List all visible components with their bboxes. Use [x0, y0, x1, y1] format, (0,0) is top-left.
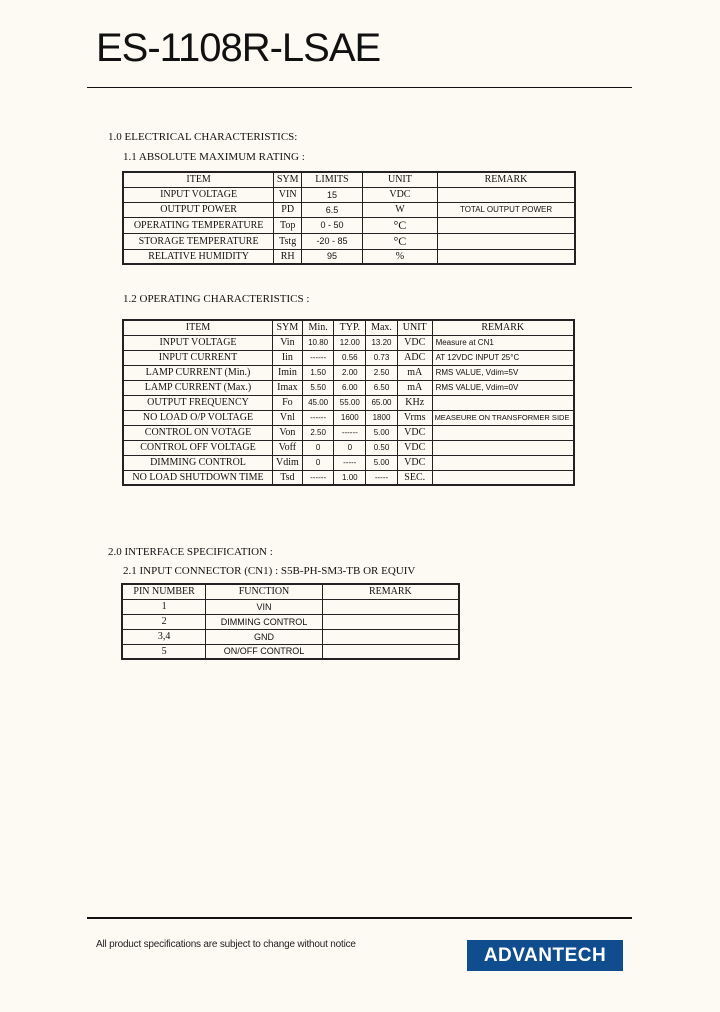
cell-sym: Von: [272, 425, 302, 440]
table-header-row: [123, 320, 574, 335]
cell-sym: Tsd: [272, 470, 302, 485]
cell-min: ------: [302, 470, 334, 485]
cell-typ: 12.00: [334, 335, 366, 350]
cell-unit: VDC: [397, 335, 432, 350]
cell-item: RELATIVE HUMIDITY: [123, 249, 274, 264]
cell-unit: KHz: [397, 395, 432, 410]
cell-unit: ADC: [397, 350, 432, 365]
cell-typ: 0: [334, 440, 366, 455]
section-heading-interface: 2.0 INTERFACE SPECIFICATION :: [108, 546, 273, 558]
cell-typ: ------: [334, 425, 366, 440]
cell-item: CONTROL OFF VOLTAGE: [123, 440, 272, 455]
table-row: [123, 470, 574, 485]
cell-max: 5.00: [366, 455, 398, 470]
cell-min: 10.80: [302, 335, 334, 350]
col-header: UNIT: [397, 320, 432, 335]
cell-item: OUTPUT POWER: [123, 202, 274, 217]
table-row: [123, 365, 574, 380]
cell-unit: VDC: [397, 455, 432, 470]
cell-sym: Vdim: [272, 455, 302, 470]
cell-limits: 15: [302, 187, 363, 202]
cell-function: GND: [206, 629, 323, 644]
cell-min: 5.50: [302, 380, 334, 395]
cell-item: OPERATING TEMPERATURE: [123, 217, 274, 233]
cell-max: 0.50: [366, 440, 398, 455]
col-header: LIMITS: [302, 172, 363, 187]
col-header: ITEM: [123, 320, 272, 335]
col-header: REMARK: [438, 172, 575, 187]
cell-unit: SEC.: [397, 470, 432, 485]
cell-unit: VDC: [397, 425, 432, 440]
table-row: [123, 335, 574, 350]
table-row: [123, 350, 574, 365]
col-header: Min.: [302, 320, 334, 335]
cell-sym: Fo: [272, 395, 302, 410]
cell-min: ------: [302, 350, 334, 365]
cell-typ: 1.00: [334, 470, 366, 485]
cell-max: 0.73: [366, 350, 398, 365]
cell-remark: [432, 395, 574, 410]
cell-pin: 3,4: [122, 629, 206, 644]
cell-remark: [322, 599, 459, 614]
cell-item: NO LOAD SHUTDOWN TIME: [123, 470, 272, 485]
cell-unit: %: [362, 249, 437, 264]
cell-function: VIN: [206, 599, 323, 614]
cell-sym: VIN: [274, 187, 302, 202]
advantech-logo: ADVANTECH: [467, 940, 623, 971]
cell-item: OUTPUT FREQUENCY: [123, 395, 272, 410]
table-row: [122, 599, 459, 614]
cell-min: 0: [302, 455, 334, 470]
cell-unit: VDC: [397, 440, 432, 455]
cell-remark: TOTAL OUTPUT POWER: [438, 202, 575, 217]
cell-unit: °C: [362, 233, 437, 249]
cell-remark: [432, 425, 574, 440]
cell-remark: MEASEURE ON TRANSFORMER SIDE: [432, 410, 574, 425]
cell-sym: Tstg: [274, 233, 302, 249]
cell-remark: [432, 440, 574, 455]
header-divider: [87, 87, 632, 88]
table-row: [122, 644, 459, 659]
cell-min: 1.50: [302, 365, 334, 380]
cell-max: 13.20: [366, 335, 398, 350]
cell-remark: [432, 455, 574, 470]
cell-remark: [322, 614, 459, 629]
cell-max: 65.00: [366, 395, 398, 410]
cell-sym: Vnl: [272, 410, 302, 425]
cell-limits: -20 - 85: [302, 233, 363, 249]
table-row: [122, 614, 459, 629]
col-header: SYM: [274, 172, 302, 187]
cell-sym: RH: [274, 249, 302, 264]
col-header: REMARK: [432, 320, 574, 335]
cell-typ: -----: [334, 455, 366, 470]
col-header: SYM: [272, 320, 302, 335]
table-row: [123, 217, 575, 233]
table-row: [122, 629, 459, 644]
cell-typ: 6.00: [334, 380, 366, 395]
col-header: ITEM: [123, 172, 274, 187]
table-row: [123, 425, 574, 440]
cell-max: -----: [366, 470, 398, 485]
table-header-row: [122, 584, 459, 599]
col-header: Max.: [366, 320, 398, 335]
operating-characteristics-table: [122, 319, 575, 486]
cell-item: INPUT VOLTAGE: [123, 335, 272, 350]
table-row: [123, 455, 574, 470]
cell-max: 1800: [366, 410, 398, 425]
cell-typ: 2.00: [334, 365, 366, 380]
col-header: TYP.: [334, 320, 366, 335]
cell-min: ------: [302, 410, 334, 425]
cell-sym: Vin: [272, 335, 302, 350]
table-row: [123, 187, 575, 202]
cell-remark: AT 12VDC INPUT 25°C: [432, 350, 574, 365]
subsection-heading-absolute-max: 1.1 ABSOLUTE MAXIMUM RATING :: [123, 151, 305, 163]
subsection-heading-operating: 1.2 OPERATING CHARACTERISTICS :: [123, 293, 310, 305]
cell-sym: Iin: [272, 350, 302, 365]
cell-typ: 1600: [334, 410, 366, 425]
cell-remark: RMS VALUE, Vdim=0V: [432, 380, 574, 395]
cell-sym: Voff: [272, 440, 302, 455]
cell-unit: W: [362, 202, 437, 217]
cell-function: DIMMING CONTROL: [206, 614, 323, 629]
col-header: FUNCTION: [206, 584, 323, 599]
table-header-row: [123, 172, 575, 187]
footer-disclaimer: All product specifications are subject to change without notice: [96, 939, 356, 950]
cell-unit: Vrms: [397, 410, 432, 425]
cell-unit: VDC: [362, 187, 437, 202]
table-row: [123, 440, 574, 455]
cell-remark: [438, 187, 575, 202]
input-connector-table: [121, 583, 460, 660]
cell-remark: [438, 233, 575, 249]
cell-max: 2.50: [366, 365, 398, 380]
cell-remark: [438, 249, 575, 264]
cell-min: 0: [302, 440, 334, 455]
cell-item: LAMP CURRENT (Max.): [123, 380, 272, 395]
cell-pin: 2: [122, 614, 206, 629]
cell-function: ON/OFF CONTROL: [206, 644, 323, 659]
cell-item: INPUT CURRENT: [123, 350, 272, 365]
col-header: REMARK: [322, 584, 459, 599]
table-row: [123, 202, 575, 217]
footer-divider: [87, 917, 632, 919]
absolute-max-rating-table: [122, 171, 576, 265]
cell-remark: [322, 644, 459, 659]
table-row: [123, 249, 575, 264]
cell-remark: [432, 470, 574, 485]
cell-item: STORAGE TEMPERATURE: [123, 233, 274, 249]
cell-unit: mA: [397, 365, 432, 380]
cell-item: NO LOAD O/P VOLTAGE: [123, 410, 272, 425]
section-heading-electrical: 1.0 ELECTRICAL CHARACTERISTICS:: [108, 131, 298, 143]
cell-sym: Imin: [272, 365, 302, 380]
table-row: [123, 395, 574, 410]
cell-limits: 95: [302, 249, 363, 264]
cell-remark: Measure at CN1: [432, 335, 574, 350]
cell-max: 6.50: [366, 380, 398, 395]
cell-pin: 1: [122, 599, 206, 614]
cell-unit: °C: [362, 217, 437, 233]
col-header: UNIT: [362, 172, 437, 187]
col-header: PIN NUMBER: [122, 584, 206, 599]
cell-sym: PD: [274, 202, 302, 217]
table-row: [123, 380, 574, 395]
cell-sym: Imax: [272, 380, 302, 395]
cell-item: CONTROL ON VOTAGE: [123, 425, 272, 440]
cell-typ: 55.00: [334, 395, 366, 410]
cell-min: 45.00: [302, 395, 334, 410]
cell-item: LAMP CURRENT (Min.): [123, 365, 272, 380]
cell-remark: [438, 217, 575, 233]
subsection-heading-input-connector: 2.1 INPUT CONNECTOR (CN1) : S5B-PH-SM3-TB OR EQUIV: [123, 565, 416, 577]
document-title: ES-1108R-LSAE: [96, 26, 381, 70]
table-row: [123, 410, 574, 425]
cell-item: DIMMING CONTROL: [123, 455, 272, 470]
cell-pin: 5: [122, 644, 206, 659]
table-row: [123, 233, 575, 249]
cell-sym: Top: [274, 217, 302, 233]
cell-remark: RMS VALUE, Vdim=5V: [432, 365, 574, 380]
cell-typ: 0.56: [334, 350, 366, 365]
cell-unit: mA: [397, 380, 432, 395]
cell-max: 5.00: [366, 425, 398, 440]
cell-remark: [322, 629, 459, 644]
cell-item: INPUT VOLTAGE: [123, 187, 274, 202]
cell-min: 2.50: [302, 425, 334, 440]
cell-limits: 6.5: [302, 202, 363, 217]
cell-limits: 0 - 50: [302, 217, 363, 233]
